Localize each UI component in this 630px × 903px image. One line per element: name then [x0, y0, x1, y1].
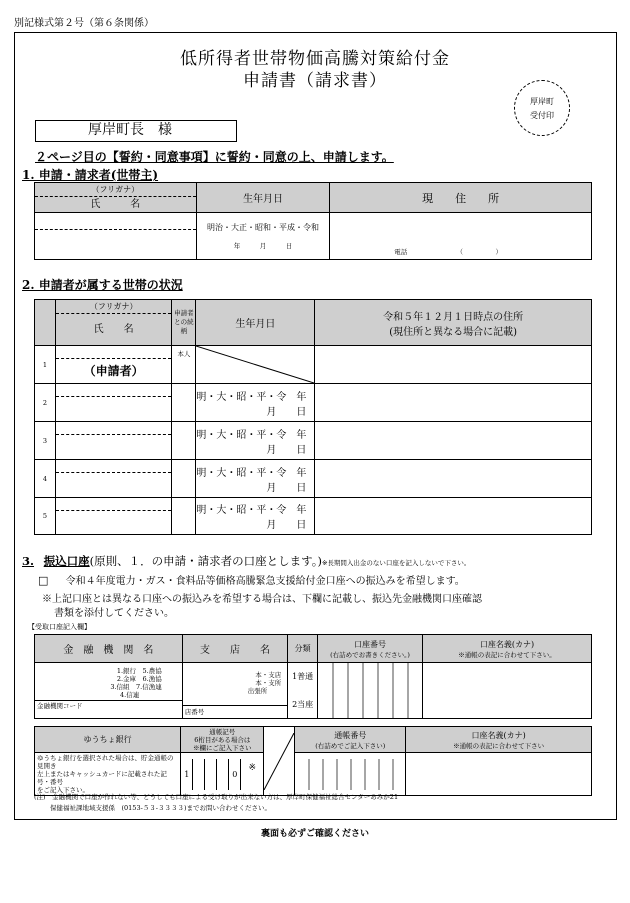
row-number: 5	[35, 498, 56, 535]
s2-era-options: 明・大・昭・平・令 年	[196, 391, 307, 403]
bank-name-label: 金 融 機 関 名	[35, 635, 183, 663]
s2-dob-cell-1	[196, 346, 315, 384]
s1-phone-label: 電話	[394, 248, 408, 256]
form-label: 別記様式第２号（第６条関係）	[14, 18, 154, 29]
yucho-holder-sub: ※通帳の表記に合わせて下さい	[453, 741, 545, 750]
digit-grid	[318, 663, 422, 718]
page-title: 低所得者世帯物価高騰対策給付金	[180, 49, 450, 69]
s2-name-input[interactable]	[56, 510, 172, 534]
s2-era-options: 明・大・昭・平・令 年	[196, 505, 307, 516]
s2-address-input[interactable]	[315, 346, 592, 384]
s2-month-day: 月 日	[266, 482, 307, 494]
yucho-desc-2: 左上またはキャッシュカードに記載された記号・番号	[37, 770, 167, 786]
row-number: 2	[35, 384, 56, 422]
s2-relation-input[interactable]	[172, 422, 196, 460]
account-number-sub: (右詰めでお書きください。)	[330, 650, 410, 659]
prior-account-option[interactable]	[38, 572, 465, 587]
bank-kinds-3: 3.信組 7.信漁連	[110, 683, 162, 691]
intro-text: ２ページ目の【誓約・同意事項】に誓約・同意の上、申請します。	[35, 150, 394, 164]
s2-name-input[interactable]	[56, 472, 172, 497]
s2-furigana-input[interactable]	[56, 422, 172, 434]
s2-relation-input[interactable]	[172, 498, 196, 535]
s2-month-day: 月 日	[266, 520, 307, 531]
s2-era-options: 明・大・昭・平・令 年	[196, 429, 307, 441]
yucho-symbol-sub1: 6桁目がある場合は	[194, 735, 251, 744]
applicant-table	[34, 182, 592, 260]
bank-code-field[interactable]: 金融機関コード	[35, 700, 182, 711]
branch-name-label: 支 店 名	[182, 635, 287, 663]
table-row	[35, 384, 592, 422]
s1-address-input[interactable]	[330, 213, 592, 260]
table-row	[35, 460, 592, 498]
stamp-line1: 厚岸町	[530, 97, 554, 106]
s2-address-input[interactable]	[315, 422, 592, 460]
household-table	[34, 299, 592, 535]
section1-heading: 1. 申請・請求者(世帯主)	[22, 168, 159, 182]
s1-furigana-input[interactable]	[35, 213, 196, 229]
alt-account-note-2: 書類を添付してください。	[54, 608, 174, 619]
holder-sub: ※通帳の表記に合わせて下さい。	[458, 650, 556, 659]
row-number: 3	[35, 422, 56, 460]
s2-dob-input[interactable]	[196, 498, 315, 535]
s2-address-label-line1: 令和５年１２月１日時点の住所	[383, 311, 524, 323]
s2-name-label: 氏 名	[56, 313, 172, 345]
alt-account-note-1: ※上記口座とは異なる口座への振込みを希望する場合は、下欄に記載し、振込先金融機関口座確認	[42, 594, 482, 605]
prior-account-text: 令和４年度電力・ガス・食料品等価格高騰緊急支援給付金口座への振込みを希望します。	[65, 576, 465, 587]
s2-dob-input[interactable]	[196, 460, 315, 498]
s2-address-input[interactable]	[315, 498, 592, 535]
branch-kinds-3: 出張所	[247, 687, 268, 695]
checkbox[interactable]: □	[38, 574, 49, 587]
branch-kinds-1: 本・支店	[255, 671, 282, 679]
holder-label: 口座名義(カナ)	[479, 639, 535, 649]
yucho-number-label: 通帳番号	[334, 730, 367, 740]
s3-heading-rest: (原則、１．の申請・請求者の口座とします。)	[89, 554, 322, 568]
s2-address-label-line2: (現住所と異なる場合に記載)	[389, 326, 518, 338]
s1-phone-paren: （ ）	[456, 248, 502, 256]
bank-table	[34, 634, 592, 719]
bank-kinds-2: 2.金庫 6.漁協	[116, 675, 162, 683]
self-label: 本人	[172, 346, 196, 384]
yucho-holder-label: 口座名義(カナ)	[471, 730, 526, 740]
s2-dob-input[interactable]	[196, 384, 315, 422]
yucho-number-sub: (右詰めでご記入下さい)	[315, 741, 386, 750]
account-number-label: 口座番号	[354, 639, 387, 649]
s2-relation-input[interactable]	[172, 460, 196, 498]
applicant-label: （申請者）	[56, 358, 172, 383]
yucho-slash-cell	[264, 727, 295, 796]
page-subtitle: 申請書（請求書）	[243, 71, 387, 91]
branch-kinds-2: 本・支所	[255, 679, 282, 687]
yucho-desc-3: をご記入下さい。	[37, 786, 89, 794]
s1-dob-input[interactable]	[196, 213, 330, 260]
account-holder-input[interactable]	[423, 663, 592, 719]
yucho-symbol-sub2: ※欄にご記入下さい	[193, 743, 252, 752]
s2-address-input[interactable]	[315, 384, 592, 422]
yucho-digit-grid	[295, 759, 405, 790]
branch-name-input[interactable]	[182, 663, 287, 719]
s2-name-input[interactable]	[56, 396, 172, 421]
table-row	[35, 346, 592, 384]
yucho-symbol-input[interactable]	[181, 753, 264, 796]
row-number: 4	[35, 460, 56, 498]
yucho-symbol-label: 通帳記号	[209, 727, 236, 736]
yucho-mark: ※	[248, 762, 257, 773]
addressee: 厚岸町長 様	[35, 120, 237, 142]
s2-relation-input[interactable]	[172, 384, 196, 422]
s1-name-label: 氏 名	[35, 196, 196, 212]
section3-heading	[22, 553, 470, 569]
s1-name-input[interactable]	[35, 229, 196, 259]
row-number: 1	[35, 346, 56, 384]
s2-relation-label: 申請者との続柄	[172, 300, 196, 346]
s2-furigana-label: （フリガナ）	[89, 302, 138, 311]
s2-name-input[interactable]	[56, 434, 172, 459]
yucho-desc-1: ゆうちょ銀行を選択された場合は、貯金通帳の見開き	[37, 754, 174, 770]
s2-month-day: 月 日	[266, 406, 307, 418]
s3-heading-note: ※長期間入出金のない口座を記入しないで下さい。	[321, 559, 471, 567]
stamp-line2: 受付印	[530, 111, 554, 120]
bank-kinds-1: 1.銀行 5.農協	[116, 667, 162, 675]
s2-furigana-input[interactable]	[56, 498, 172, 510]
footnote-2: 保健福祉課地域支援係 (0153-５３-３３３３)までお問い合わせください。	[50, 804, 272, 812]
s2-furigana-input[interactable]	[56, 460, 172, 472]
branch-code-field[interactable]: 店番号	[183, 705, 287, 717]
account-type-input[interactable]	[288, 663, 318, 719]
s1-dob-label: 生年月日	[196, 183, 330, 213]
account-box-label: 【受取口座記入欄】	[28, 623, 91, 631]
type-current[interactable]: 2当座	[292, 700, 314, 709]
yucho-digit-0: 0	[229, 759, 241, 790]
type-ordinary[interactable]: 1普通	[292, 672, 314, 681]
s2-furigana-input[interactable]	[56, 346, 172, 358]
s3-heading-num: 3.	[22, 554, 35, 568]
s1-furigana-label: （フリガナ）	[91, 185, 140, 194]
section2-heading: 2. 申請者が属する世帯の状況	[22, 278, 183, 292]
yucho-label: ゆうちょ銀行	[35, 727, 181, 753]
diagonal-line	[196, 346, 314, 383]
yucho-table	[34, 726, 592, 796]
s2-month-day: 月 日	[266, 444, 307, 456]
s2-era-options: 明・大・昭・平・令 年	[196, 467, 307, 479]
slash-line	[264, 733, 294, 790]
footnote-1: (注) 金融機関で口座が作れない等、どうしても口座による受け取りが出来ない方は、厚岸町保健福祉総合センターあみか21	[34, 793, 399, 801]
reception-stamp	[514, 80, 570, 136]
yucho-digit-1: 1	[181, 759, 193, 790]
bank-kinds-4: 4.信連	[120, 691, 140, 699]
s1-ymd: 年 月 日	[233, 242, 293, 250]
s3-heading-main: 振込口座	[43, 554, 90, 568]
account-number-input[interactable]	[318, 663, 423, 719]
bank-name-input[interactable]	[35, 663, 183, 719]
s1-era-options: 明治・大正・昭和・平成・令和	[206, 223, 319, 232]
table-row	[35, 422, 592, 460]
yucho-number-input[interactable]	[295, 753, 406, 796]
yucho-holder-input[interactable]	[406, 753, 592, 796]
s2-address-input[interactable]	[315, 460, 592, 498]
back-notice: 裏面も必ずご確認ください	[260, 829, 369, 839]
table-row	[35, 498, 592, 535]
s1-address-label: 現 住 所	[330, 183, 592, 213]
s2-dob-label: 生年月日	[196, 300, 315, 346]
s2-dob-input[interactable]	[196, 422, 315, 460]
type-label: 分類	[288, 635, 318, 663]
s2-furigana-input[interactable]	[56, 384, 172, 396]
